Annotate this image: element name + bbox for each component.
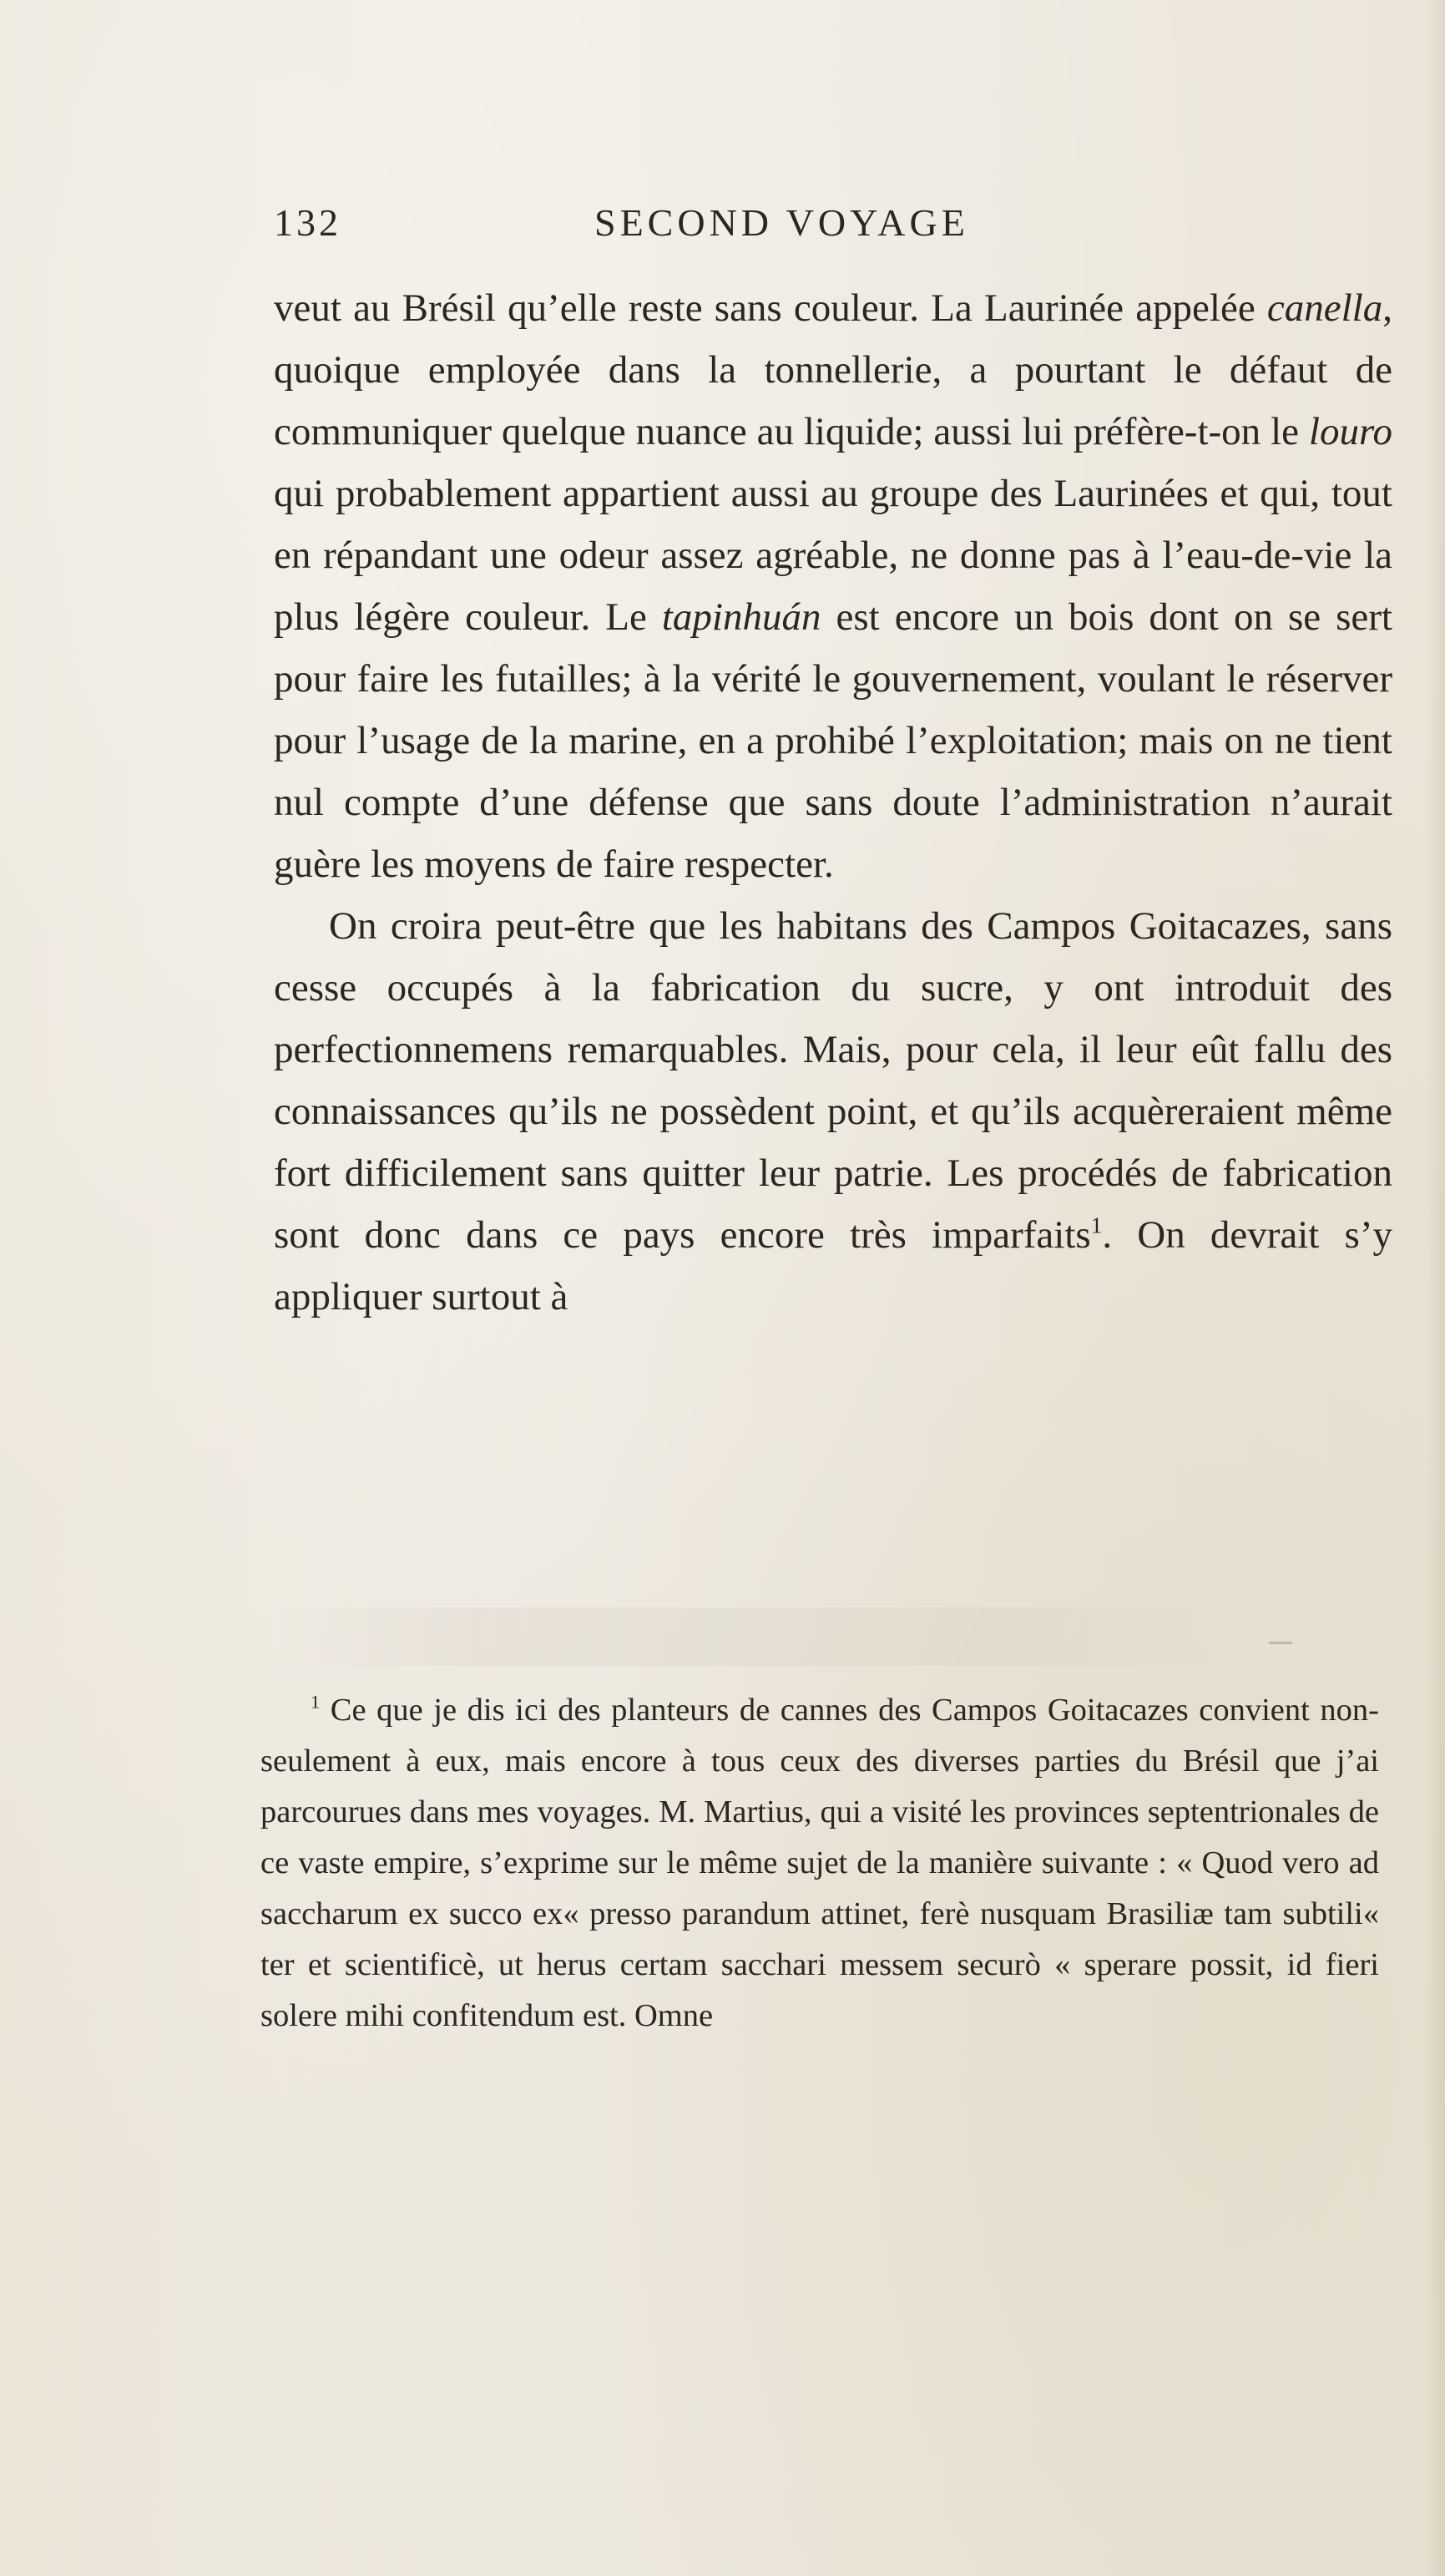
paragraph-1-text-a: veut au Brésil qu’elle reste sans couleur. La Laurinée appelée [274,286,1267,330]
footnote-separator [1269,1642,1292,1644]
show-through-ink [275,1607,1277,1666]
footnotes [260,1685,1379,2042]
italic-term-canella: canella [1266,286,1383,330]
italic-term-louro: louro [1308,410,1392,453]
paragraph-2-text-end: . On devrait s’y appliquer surtout à [274,1213,1392,1318]
paragraph-2 [274,895,1392,1328]
page-number: 132 [274,201,341,244]
footnote-marker: 1 [311,1691,321,1713]
paragraph-1-text-d: est encore un bois dont on se sert pour faire les futailles; à la vérité le gouvernement, voulant le réserver pour l’usage de la marine, en a prohibé l’exploitation; mais on ne tient nul compte d’une défense que sans doute l’administration n’aurait guère les moyens de faire respecter. [274,595,1392,886]
page-header [274,200,1109,259]
footnote-1 [260,1685,1379,2042]
running-title: SECOND VOYAGE [594,201,969,244]
page-edge-shadow [1427,0,1445,2576]
footnote-1-text: Ce que je dis ici des planteurs de cannes des Campos Goitacazes convient non-seulement à eux, mais encore à tous ceux des diverses parties du Brésil que j’ai parcourues dans mes voyages. M. Martius, qui a visité les provinces septentrionales de ce vaste empire, s’exprime sur le même sujet de la manière suivante : « Quod vero ad saccharum ex succo ex« presso parandum attinet, ferè nusquam Brasiliæ tam subtili« ter et scientificè, ut herus certam sacchari messem securò « sperare possit, id fieri solere mihi confitendum est. Omne [260,1693,1380,2033]
paragraph-1 [274,277,1392,895]
main-text [274,277,1392,1328]
paragraph-2-text: On croira peut-être que les habitans des Campos Goitacazes, sans cesse occupés à la fabrication du sucre, y ont introduit des perfectionnemens remarquables. Mais, pour cela, il leur eût fallu des connaissances qu’ils ne possèdent point, et qu’ils acquèreraient même fort difficilement sans quitter leur patrie. Les procédés de fabrication sont donc dans ce pays encore très imparfaits [274,904,1392,1257]
paragraph-1-text-b: , quoique employée dans la tonnellerie, a pourtant le défaut de communiquer quelque nuance au liquide; aussi lui préfère-t-on le [274,286,1392,453]
paragraph-1-text-c: qui probablement appartient aussi au groupe des Laurinées et qui, tout en répandant une odeur assez agréable, ne donne pas à l’eau-de-vie la plus légère couleur. Le [274,472,1392,639]
footnote-reference: 1 [1090,1212,1103,1238]
italic-term-tapinhuan: tapinhuán [661,595,821,639]
